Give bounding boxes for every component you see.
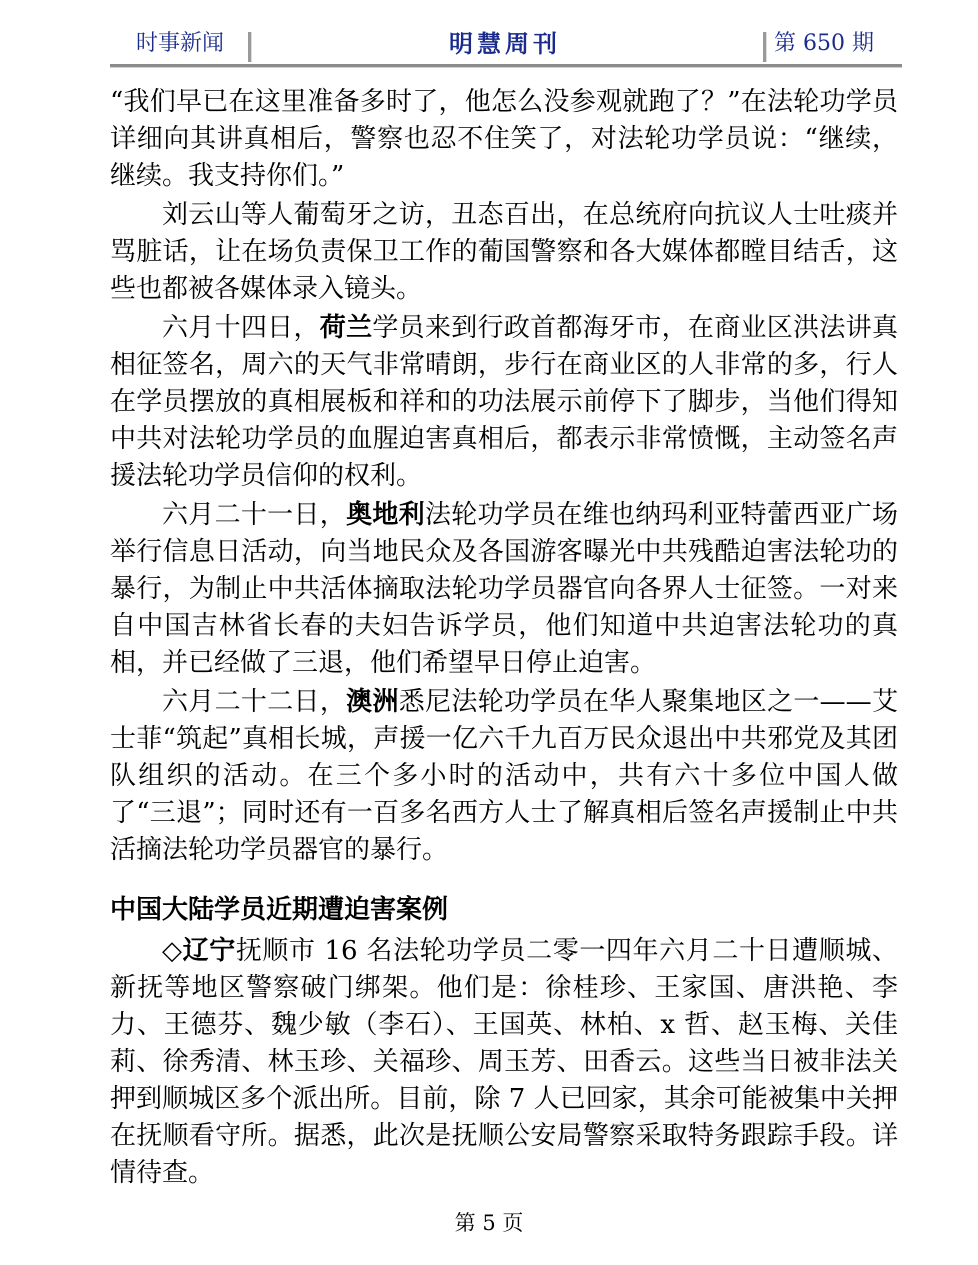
country-name: 澳洲 bbox=[346, 687, 399, 717]
header-rule bbox=[110, 64, 902, 68]
header-issue-number: 第 650 期 bbox=[774, 31, 874, 56]
header-publication-title: 明慧周刊 bbox=[449, 30, 561, 58]
page-header bbox=[110, 26, 902, 66]
paragraph-text: 刘云山等人葡萄牙之访，丑态百出，在总统府向抗议人士吐痰并骂脏话，让在场负责保卫工作的葡国警察和各大媒体都瞠目结舌，这些也都被各媒体录入镜头。 bbox=[110, 200, 898, 304]
paragraph-text: 学员来到行政首都海牙市，在商业区洪法讲真相征签名，周六的天气非常晴朗，步行在商业区的人非常的多，行人在学员摆放的真相展板和祥和的功法展示前停下了脚步，当他们得知中共对法轮功学员的血腥迫害真相后，都表示非常愤慨，主动签名声援法轮功学员信仰的权利。 bbox=[110, 313, 898, 491]
article-body bbox=[110, 84, 898, 1192]
paragraph bbox=[110, 84, 898, 195]
paragraph-date: 六月十四日， bbox=[162, 313, 320, 343]
case-paragraph bbox=[110, 933, 898, 1192]
paragraph bbox=[110, 684, 898, 869]
paragraph-text: 法轮功学员在维也纳玛利亚特蕾西亚广场举行信息日活动，向当地民众及各国游客曝光中共残酷迫害法轮功的暴行，为制止中共活体摘取法轮功学员器官向各界人士征签。一对来自中国吉林省长春的夫妇告诉学员，他们知道中共迫害法轮功的真相，并已经做了三退，他们希望早日停止迫害。 bbox=[110, 500, 898, 678]
section-heading: 中国大陆学员近期遭迫害案例 bbox=[110, 895, 449, 925]
country-name: 荷兰 bbox=[319, 313, 373, 343]
paragraph bbox=[110, 197, 898, 308]
paragraph-date: 六月二十一日， bbox=[162, 500, 347, 530]
paragraph bbox=[110, 497, 898, 682]
paragraph-text: 悉尼法轮功学员在华人聚集地区之一——艾士菲“筑起”真相长城，声援一亿六千九百万民众退出中共邪党及其团队组织的活动。在三个多小时的活动中，共有六十多位中国人做了“三退”；同时还有一百多名西方人士了解真相后签名声援制止中共活摘法轮功学员器官的暴行。 bbox=[110, 687, 898, 865]
case-text: 抚顺市 16 名法轮功学员二零一四年六月二十日遭顺城、新抚等地区警察破门绑架。他们是：徐桂珍、王家国、唐洪艳、李力、王德芬、魏少敏（李石）、王国英、林柏、x 哲、赵玉梅、关佳莉、徐秀清、林玉珍、关福珍、周玉芳、田香云。这些当日被非法关押到顺城区多个派出所。目前，除 7 人已回家，其余可能被集中关押在抚顺看守所。据悉，此次是抚顺公安局警察采取特务跟踪手段。详情待查。 bbox=[110, 936, 898, 1188]
country-name: 奥地利 bbox=[346, 500, 425, 530]
diamond-bullet-icon: ◇ bbox=[162, 936, 183, 966]
province-name: 辽宁 bbox=[182, 936, 236, 966]
header-section-label: 时事新闻 bbox=[135, 31, 224, 56]
paragraph bbox=[110, 310, 898, 495]
paragraph-text: “我们早已在这里准备多时了，他怎么没参观就跑了？”在法轮功学员详细向其讲真相后，警察也忍不住笑了，对法轮功学员说：“继续，继续。我支持你们。” bbox=[110, 87, 898, 191]
paragraph-date: 六月二十二日， bbox=[162, 687, 347, 717]
page-number: 第 5 页 bbox=[454, 1211, 524, 1235]
